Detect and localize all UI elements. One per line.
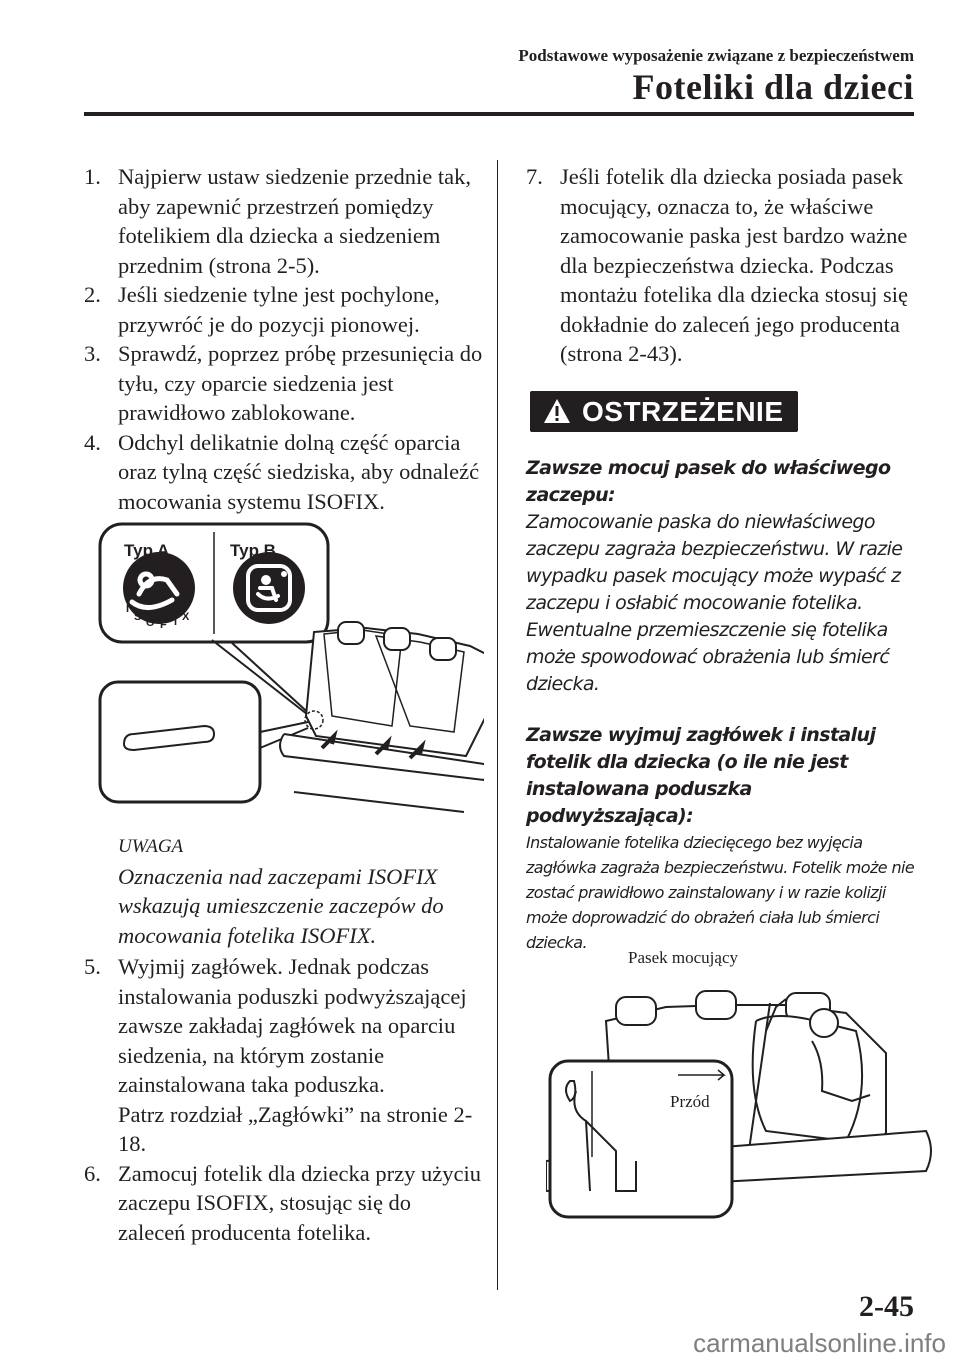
header-rule xyxy=(84,112,914,116)
typ-a-label: Typ A xyxy=(124,541,170,560)
step-number: 2. xyxy=(84,282,101,307)
svg-text:X: X xyxy=(182,611,190,623)
step-2 xyxy=(84,280,484,339)
column-divider xyxy=(497,160,498,1290)
step-text: Sprawdź, poprzez próbę przesunięcia do tyłu, czy oparcie siedzenia jest prawidłowo zablokowane. xyxy=(118,341,483,425)
note-text: Oznaczenia nad zaczepami ISOFIX wskazują umieszczenie zaczepów do mocowania fotelika ISOFIX. xyxy=(118,863,444,948)
warning-heading-1: Zawsze mocuj pasek do właściwego zaczepu: xyxy=(526,456,891,506)
right-column xyxy=(526,162,916,1221)
step-1 xyxy=(84,162,484,280)
svg-text:I: I xyxy=(126,603,130,615)
step-text: Jeśli fotelik dla dziecka posiada pasek mocujący, oznacza to, że właściwe zamocowanie paska jest bardzo ważne dla bezpieczeństwa dziecka. Podczas montażu fotelika dla dziecka stosuj się dokładnie do zaleceń jego producenta (strona 2-43). xyxy=(560,164,909,366)
step-number: 1. xyxy=(84,164,101,189)
warning-body xyxy=(526,455,916,955)
page-title: Foteliki dla dzieci xyxy=(632,67,914,107)
warning-text-1: Zamocowanie paska do niewłaściwego zaczepu zagraża bezpieczeństwu. W razie wypadku pasek mocujący może wypaść z zaczepu i osłabić mocowanie fotelika. Ewentualne przemieszczenie się fotelika może spowodować obrażenia lub śmierć dziecka. xyxy=(526,510,903,695)
left-column xyxy=(84,162,484,1247)
step-number: 6. xyxy=(84,1160,101,1186)
warning-triangle-icon xyxy=(542,397,572,425)
note xyxy=(118,832,484,950)
step-7 xyxy=(526,162,916,369)
step-text: Zamocuj fotelik dla dziecka przy użyciu zaczepu ISOFIX, stosując się do zaleceń producenta fotelika. xyxy=(118,1160,481,1245)
section-header: Podstawowe wyposażenie związane z bezpieczeństwem xyxy=(518,46,914,65)
warning-label: OSTRZEŻENIE xyxy=(582,395,784,427)
svg-text:F: F xyxy=(160,619,167,631)
step-3 xyxy=(84,339,484,428)
isofix-illustration xyxy=(84,522,484,822)
step-text: Jeśli siedzenie tylne jest pochylone, przywróć je do pozycji pionowej. xyxy=(118,282,440,337)
tether-illustration xyxy=(546,961,946,1221)
step-text: Najpierw ustaw siedzenie przednie tak, aby zapewnić przestrzeń pomiędzy fotelikiem dla dziecka a siedzeniem przednim (strona 2-5). xyxy=(118,164,471,278)
page-number: 2-45 xyxy=(859,1290,914,1323)
note-title: UWAGA xyxy=(118,836,184,857)
step-text: Odchyl delikatnie dolną część oparcia oraz tylną część siedziska, aby odnaleźć mocowania systemu ISOFIX. xyxy=(118,429,480,514)
tether-figure xyxy=(546,947,946,1221)
watermark-link[interactable]: carmanualsonline.info xyxy=(693,1328,946,1358)
step-5 xyxy=(84,952,484,1159)
svg-text:S: S xyxy=(134,611,142,623)
warning-heading-2: Zawsze wyjmuj zagłówek i instaluj fotelik dla dziecka (o ile nie jest instalowana poduszka podwyższająca): xyxy=(526,723,876,827)
warning-banner xyxy=(530,391,798,433)
strap-label: Pasek mocujący xyxy=(628,947,738,967)
step-number: 7. xyxy=(526,164,543,189)
step-number: 4. xyxy=(84,429,101,455)
step-number: 5. xyxy=(84,954,101,979)
step-4 xyxy=(84,428,484,517)
step-text xyxy=(118,952,484,1159)
front-label: Przód xyxy=(670,1091,710,1111)
step-text-main: Wyjmij zagłówek. Jednak podczas instalowania poduszki podwyższającej zawsze zakładaj zagłówek na oparciu siedzenia, na którym zostanie zainstalowana taka poduszka. xyxy=(118,954,467,1097)
isofix-figure xyxy=(84,522,484,822)
svg-text:I: I xyxy=(174,616,178,628)
step-6 xyxy=(84,1159,484,1248)
svg-text:O: O xyxy=(146,617,155,629)
typ-b-label: Typ B xyxy=(230,541,276,560)
step-text-ref: Patrz rozdział „Zagłówki” na stronie 2-18. xyxy=(118,1101,473,1156)
step-number: 3. xyxy=(84,341,101,366)
warning-text-2: Instalowanie fotelika dziecięcego bez wyjęcia zagłówka zagraża bezpieczeństwu. Fotelik może nie zostać prawidłowo zainstalowany i w razie kolizji może doprowadzić do obrażeń ciała lub śmierci dziecka. xyxy=(526,832,915,952)
